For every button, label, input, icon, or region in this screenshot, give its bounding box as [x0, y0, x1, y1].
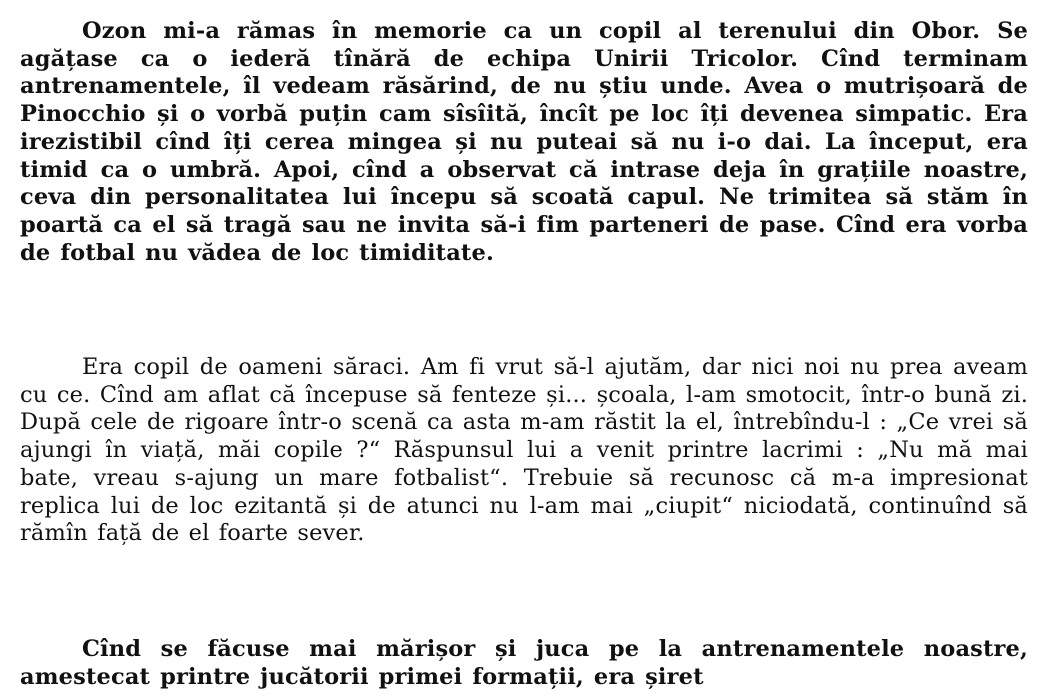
paragraph-3: Cînd se făcuse mai mărișor și juca pe la antrenamentele noastre, amestecat printre jucătorii primei formații, era șiret — [20, 636, 1028, 690]
paragraph-1: Ozon mi-a rămas în memorie ca un copil al terenului din Obor. Se agățase ca o iederă tînără de echipa Unirii Tricolor. Cînd terminam antrenamentele, îl vedeam răsărind, de nu știu unde. Avea o mutrișoară de Pinocchio și o vorbă puțin cam sîsîită, încît pe loc îți devenea simpatic. Era irezistibil cînd îți cerea mingea și nu puteai să nu i-o dai. La început, era timid ca o umbră. Apoi, cînd a observat că intrase deja în grațiile noastre, ceva din personalitatea lui începu să scoată capul. Ne trimitea să stăm în poartă ca el să tragă sau ne invita să-i fim parteneri de pase. Cînd era vorba de fotbal nu vădea de loc timiditate. — [20, 18, 1028, 266]
paragraph-2: Era copil de oameni săraci. Am fi vrut să-l ajutăm, dar nici noi nu prea aveam cu ce. Cînd am aflat că începuse să fenteze și... școala, l-am smotocit, într-o bună zi. După cele de rigoare într-o scenă ca asta m-am răstit la el, întrebîndu-l : „Ce vrei să ajungi în viață, măi copile ?“ Răspunsul lui a venit printre lacrimi : „Nu mă mai bate, vreau s-ajung un mare fotbalist“. Trebuie să recunosc că m-a impresionat replica lui de loc ezitantă și de atunci nu l-am mai „ciupit“ niciodată, continuînd să rămîn față de el foarte sever. — [20, 354, 1028, 547]
